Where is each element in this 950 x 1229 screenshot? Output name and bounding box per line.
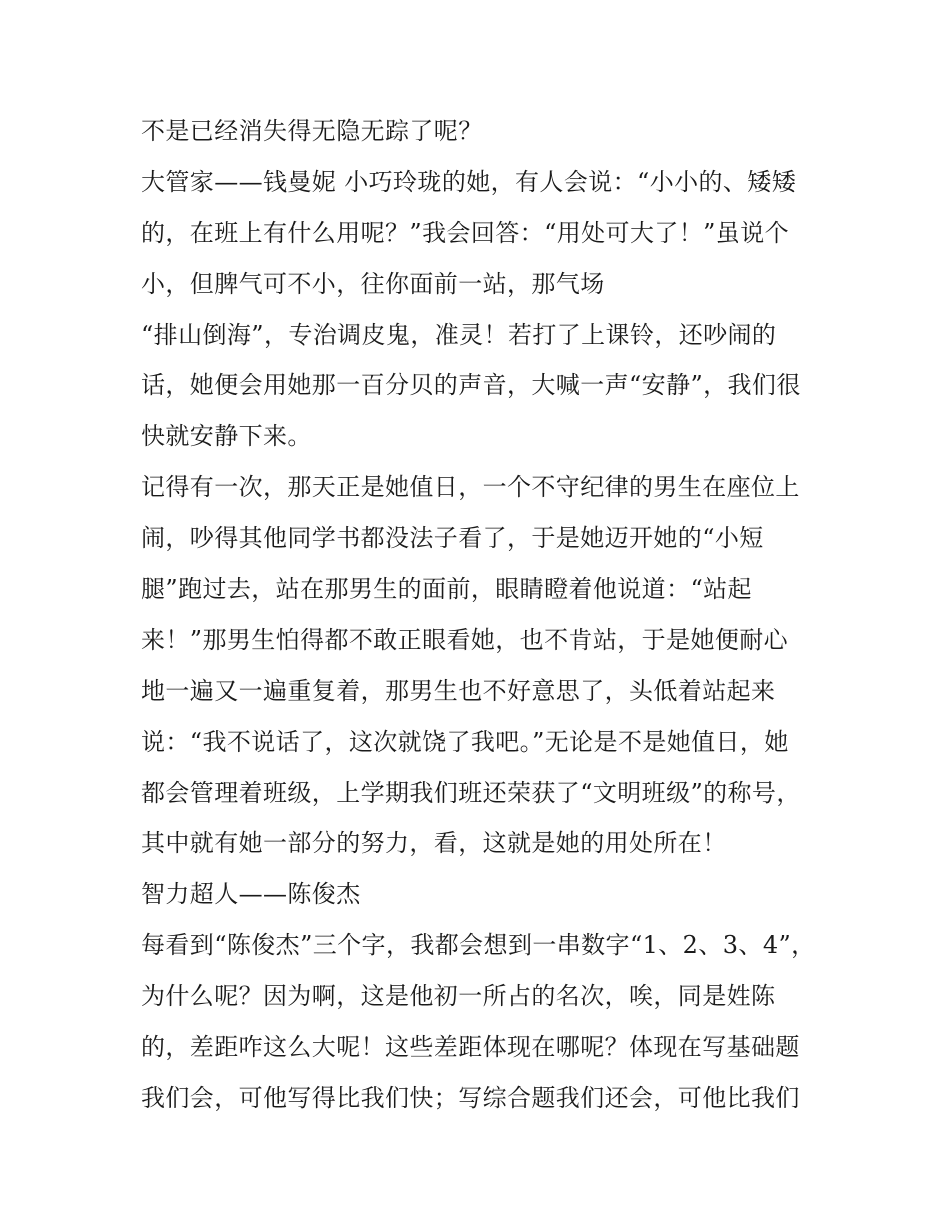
text-line: 不是已经消失得无隐无踪了呢？ — [141, 117, 483, 145]
section-heading: 智力超人——陈俊杰 — [141, 880, 361, 909]
text-line: 地一遍又一遍重复着，那男生也不好意思了，头低着站起来 — [141, 676, 776, 705]
text-line: 的，在班上有什么用呢？”我会回答：“用处可大了！”虽说个 — [141, 218, 790, 247]
text-line: 我们会，可他写得比我们快；写综合题我们还会，可他比我们 — [141, 1083, 800, 1112]
text-line: 每看到“陈俊杰”三个字，我都会想到一串数字“1、2、3、4”， — [141, 931, 816, 960]
text-line: 的，差距咋这么大呢！这些差距体现在哪呢？体现在写基础题 — [141, 1033, 800, 1062]
body-text — [141, 106, 821, 1124]
text-line: 大管家——钱曼妮 小巧玲珑的她，有人会说：“小小的、矮矮 — [141, 167, 797, 196]
text-line: 腿”跑过去，站在那男生的面前，眼睛瞪着他说道：“站起 — [141, 575, 752, 604]
text-line: 来！”那男生怕得都不敢正眼看她，也不肯站，于是她便耐心 — [141, 625, 789, 654]
text-line: 记得有一次，那天正是她值日，一个不守纪律的男生在座位上 — [141, 473, 800, 502]
text-line: 小，但脾气可不小，往你面前一站，那气场 — [141, 269, 605, 298]
text-line: “排山倒海”，专治调皮鬼，准灵！若打了上课铃，还吵闹的 — [141, 320, 777, 349]
text-line: 都会管理着班级，上学期我们班还荣获了“文明班级”的称号， — [141, 778, 801, 807]
text-line: 闹，吵得其他同学书都没法子看了，于是她迈开她的“小短 — [141, 524, 764, 553]
text-line: 说：“我不说话了，这次就饶了我吧。”无论是不是她值日，她 — [141, 727, 789, 756]
text-line: 其中就有她一部分的努力，看，这就是她的用处所在！ — [141, 829, 727, 858]
text-line: 话，她便会用她那一百分贝的声音，大喊一声“安静”，我们很 — [141, 371, 801, 400]
text-line: 为什么呢？因为啊，这是他初一所占的名次，唉，同是姓陈 — [141, 982, 776, 1011]
text-line: 快就安静下来。 — [141, 422, 312, 451]
